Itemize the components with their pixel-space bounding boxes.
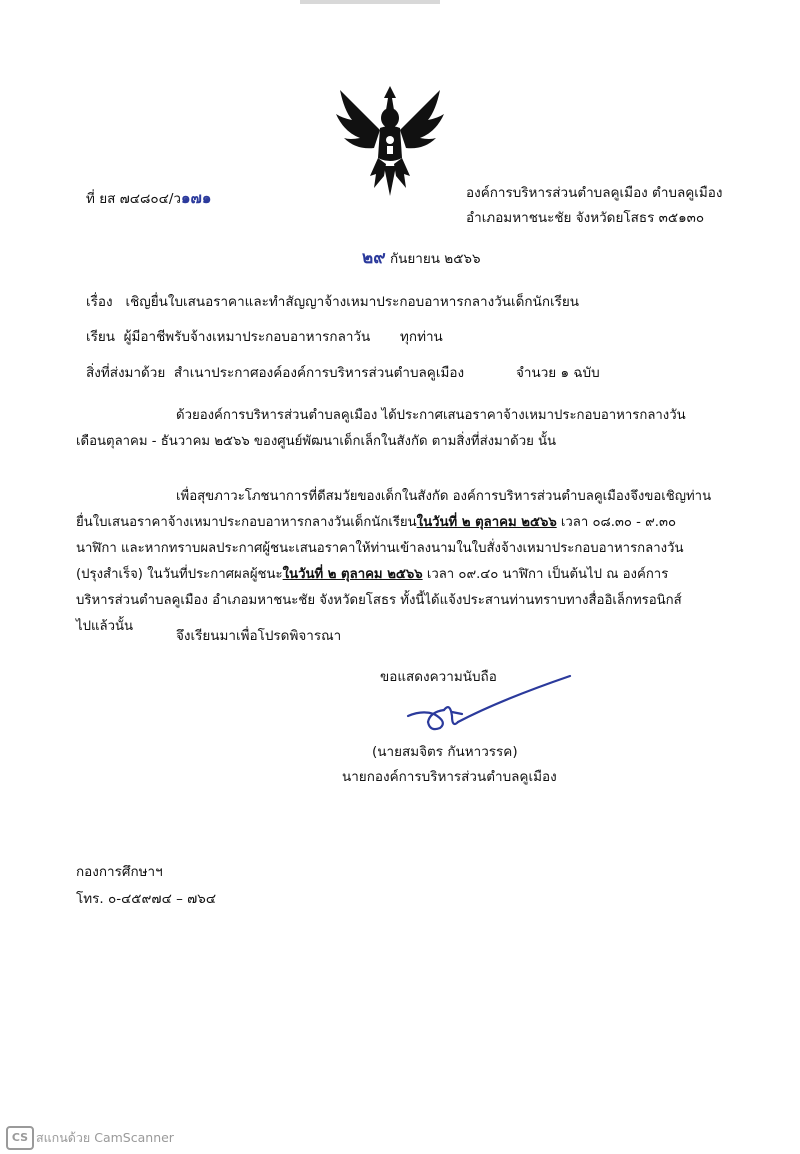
- paragraph-2-line-2: [76, 510, 732, 536]
- signer-name: (นายสมจิตร กันหาวรรค): [372, 744, 518, 760]
- scan-top-mark: [300, 0, 440, 4]
- subject-text: เชิญยื่นใบเสนอราคาและทำสัญญาจ้างเหมาประกอบอาหารกลางวันเด็กนักเรียน: [125, 294, 580, 310]
- garuda-emblem-icon: [330, 80, 450, 200]
- camscanner-watermark: สแกนด้วย CamScanner: [36, 1130, 174, 1145]
- announcement-date-emphasis: ในวันที่ ๒ ตุลาคม ๒๕๖๖: [282, 567, 423, 582]
- department-name: กองการศึกษาฯ: [76, 864, 163, 880]
- paragraph-2: [76, 484, 732, 640]
- submission-time: เวลา ๐๘.๓๐ - ๙.๓๐: [556, 515, 677, 530]
- camscanner-logo-icon: CS: [6, 1126, 34, 1150]
- enclosure-text: สำเนาประกาศองค์องค์การบริหารส่วนตำบลคูเมือง: [173, 365, 465, 381]
- paragraph-2-line-3: นาฬิกา และหากทราบผลประกาศผู้ชนะเสนอราคาให้ท่านเข้าลงนามในใบสั่งจ้างเหมาประกอบอาหารกลางวัน: [76, 541, 684, 556]
- paragraph-2-line-4: [76, 562, 732, 588]
- reference-number: [86, 186, 211, 210]
- sender-line-1: องค์การบริหารส่วนตำบลคูเมือง ตำบลคูเมือง: [466, 185, 723, 201]
- paragraph-2-line-1: เพื่อสุขภาวะโภชนาการที่ดีสมวัยของเด็กในสังกัด องค์การบริหารส่วนตำบลคูเมืองจึงขอเชิญท่าน: [176, 489, 712, 504]
- subject-label: เรื่อง: [86, 294, 113, 310]
- recipient-suffix: ทุกท่าน: [400, 329, 443, 345]
- closing-salutation: ขอแสดงความนับถือ: [380, 669, 497, 685]
- paragraph-2-line-6: ไปแล้วนั้น: [76, 619, 134, 634]
- subject-line: [86, 290, 579, 312]
- date-day-handwritten: ๒๙: [362, 248, 386, 268]
- sender-line-2: อำเภอมหาชนะชัย จังหวัดยโสธร ๓๕๑๓๐: [466, 210, 705, 226]
- phone-number: โทร. ๐-๔๕๙๗๔ – ๗๖๔: [76, 891, 217, 907]
- letter-date: [362, 244, 481, 271]
- paragraph-1: [76, 403, 732, 455]
- signer-title: นายกองค์การบริหารส่วนตำบลคูเมือง: [342, 769, 557, 785]
- recipient-label: เรียน: [86, 329, 116, 345]
- paragraph-2-line-2-text: ยื่นใบเสนอราคาจ้างเหมาประกอบอาหารกลางวันเด็กนักเรียน: [76, 515, 417, 530]
- paragraph-2-line-4-text: (ปรุงสำเร็จ) ในวันที่ประกาศผลผู้ชนะ: [76, 567, 283, 582]
- date-month-year: กันยายน ๒๕๖๖: [389, 251, 481, 267]
- reference-handwritten: ๑๗๑: [181, 189, 212, 207]
- paragraph-1-line-1: ด้วยองค์การบริหารส่วนตำบลคูเมือง ได้ประกาศเสนอราคาจ้างเหมาประกอบอาหารกลางวัน: [176, 408, 686, 423]
- reference-prefix: ที่ ยส ๗๔๘๐๔/ว: [86, 191, 182, 207]
- closing-request: จึงเรียนมาเพื่อโปรดพิจารณา: [176, 628, 342, 644]
- paragraph-1-line-2: เดือนตุลาคม - ธันวาคม ๒๕๖๖ ของศูนย์พัฒนาเด็กเล็กในสังกัด ตามสิ่งที่ส่งมาด้วย นั้น: [76, 434, 557, 449]
- enclosure-label: สิ่งที่ส่งมาด้วย: [86, 365, 166, 381]
- recipient-text: ผู้มีอาชีพรับจ้างเหมาประกอบอาหารกลาวัน: [123, 329, 371, 345]
- enclosure-line: [86, 361, 464, 383]
- signature-icon: [400, 672, 580, 734]
- paragraph-2-line-5: บริหารส่วนตำบลคูเมือง อำเภอมหาชนะชัย จังหวัดยโสธร ทั้งนี้ได้แจ้งประสานท่านทราบทางสื่ออิเล็กทรอนิกส์: [76, 593, 682, 608]
- enclosure-quantity: จำนวย ๑ ฉบับ: [516, 365, 600, 381]
- recipient-line: [86, 325, 370, 347]
- announcement-time: เวลา ๐๙.๔๐ นาฬิกา เป็นต้นไป ณ องค์การ: [422, 567, 669, 582]
- submission-date-emphasis: ในวันที่ ๒ ตุลาคม ๒๕๖๖: [416, 515, 557, 530]
